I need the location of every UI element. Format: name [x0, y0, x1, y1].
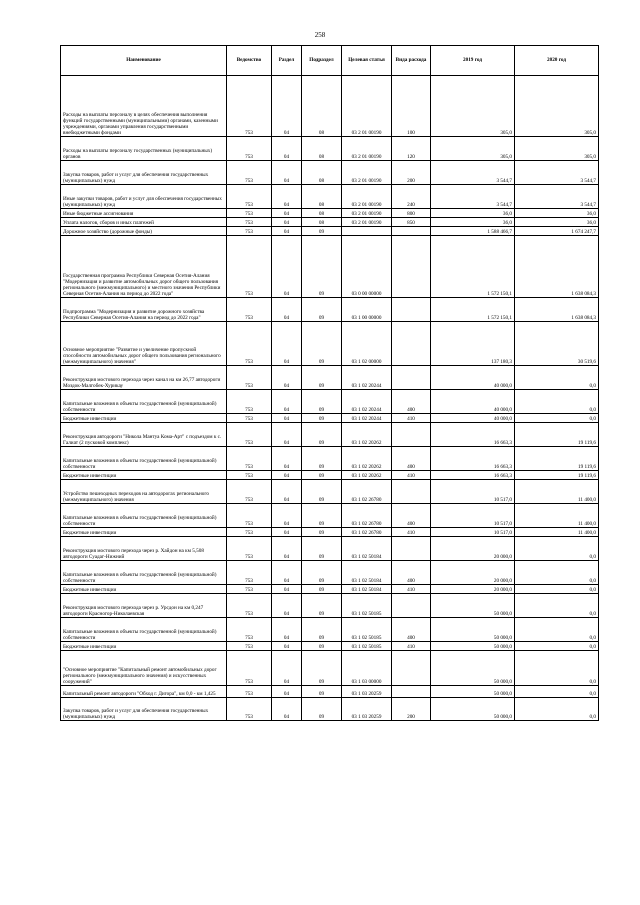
cell-podrazdel: 09 [302, 236, 342, 298]
table-row [61, 227, 599, 236]
cell-name: Капитальный ремонт автодороги "Обход г. Дигора", км 0,0 - км 1,425 [61, 686, 227, 698]
header-row [61, 46, 599, 76]
table-row [61, 504, 599, 528]
table-row [61, 423, 599, 447]
table-row [61, 76, 599, 137]
cell-vid-rashoda: 400 [392, 447, 431, 471]
cell-razdel: 04 [272, 504, 302, 528]
cell-podrazdel: 09 [302, 585, 342, 594]
cell-razdel: 04 [272, 185, 302, 209]
cell-celevaya-statya: 03 0 00 00000 [342, 236, 392, 298]
cell-razdel: 04 [272, 480, 302, 504]
table-row [61, 414, 599, 423]
cell-2019: 1 588 466,7 [431, 227, 515, 236]
cell-2020: 0,0 [515, 366, 599, 390]
cell-2020: 1 638 084,3 [515, 236, 599, 298]
cell-vedomstvo: 753 [227, 414, 272, 423]
cell-vid-rashoda: 800 [392, 209, 431, 218]
cell-razdel: 04 [272, 76, 302, 137]
cell-celevaya-statya: 03 1 02 26780 [342, 480, 392, 504]
cell-2020: 0,0 [515, 414, 599, 423]
cell-podrazdel: 08 [302, 137, 342, 161]
table-row [61, 218, 599, 227]
cell-vedomstvo: 753 [227, 585, 272, 594]
cell-razdel: 04 [272, 390, 302, 414]
cell-2020: 30 519,6 [515, 322, 599, 366]
cell-2019: 36,0 [431, 209, 515, 218]
cell-podrazdel: 09 [302, 528, 342, 537]
cell-vedomstvo: 753 [227, 642, 272, 651]
cell-vid-rashoda [392, 480, 431, 504]
cell-razdel: 04 [272, 651, 302, 686]
cell-name: Дорожное хозяйство (дорожные фонды) [61, 227, 227, 236]
cell-name: Бюджетные инвестиции [61, 414, 227, 423]
cell-podrazdel: 09 [302, 390, 342, 414]
cell-2020: 11 400,0 [515, 528, 599, 537]
cell-celevaya-statya: 03 2 01 00190 [342, 209, 392, 218]
cell-vid-rashoda [392, 651, 431, 686]
cell-celevaya-statya: 03 1 02 50185 [342, 594, 392, 618]
cell-celevaya-statya: 03 1 02 26780 [342, 504, 392, 528]
cell-name: Капитальные вложения в объекты государственной (муниципальной) собственности [61, 447, 227, 471]
cell-2020: 0,0 [515, 537, 599, 561]
cell-celevaya-statya: 03 1 03 20259 [342, 686, 392, 698]
cell-2020: 0,0 [515, 686, 599, 698]
col-header-name: Наименование [61, 46, 227, 76]
budget-table [60, 45, 599, 721]
table-row [61, 322, 599, 366]
cell-2020: 1 674 247,7 [515, 227, 599, 236]
table-row [61, 137, 599, 161]
cell-2019: 305,0 [431, 76, 515, 137]
cell-2020: 0,0 [515, 642, 599, 651]
cell-name: Бюджетные инвестиции [61, 528, 227, 537]
cell-razdel: 04 [272, 137, 302, 161]
cell-2019: 10 517,0 [431, 528, 515, 537]
cell-vid-rashoda [392, 236, 431, 298]
cell-celevaya-statya: 03 1 00 00000 [342, 298, 392, 322]
cell-vid-rashoda [392, 322, 431, 366]
cell-razdel: 04 [272, 594, 302, 618]
cell-vedomstvo: 753 [227, 227, 272, 236]
cell-celevaya-statya: 03 1 02 20262 [342, 471, 392, 480]
cell-celevaya-statya: 03 2 01 00190 [342, 137, 392, 161]
cell-2020: 0,0 [515, 594, 599, 618]
cell-name: Бюджетные инвестиции [61, 471, 227, 480]
cell-vid-rashoda: 410 [392, 414, 431, 423]
cell-vedomstvo: 753 [227, 528, 272, 537]
table-row [61, 537, 599, 561]
cell-celevaya-statya: 03 2 01 00190 [342, 161, 392, 185]
cell-podrazdel: 09 [302, 480, 342, 504]
cell-name: Закупка товаров, работ и услуг для обеспечения государственных (муниципальных) нужд [61, 161, 227, 185]
cell-vid-rashoda: 400 [392, 504, 431, 528]
cell-podrazdel: 09 [302, 651, 342, 686]
cell-2019: 3 544,7 [431, 185, 515, 209]
cell-podrazdel: 09 [302, 227, 342, 236]
table-row [61, 209, 599, 218]
cell-vid-rashoda [392, 594, 431, 618]
cell-razdel: 04 [272, 236, 302, 298]
cell-podrazdel: 08 [302, 209, 342, 218]
col-header-podrazdel: Подраздел [302, 46, 342, 76]
cell-vid-rashoda: 850 [392, 218, 431, 227]
table-row [61, 651, 599, 686]
table-row [61, 561, 599, 585]
cell-name: Капитальные вложения в объекты государственной (муниципальной) собственности [61, 618, 227, 642]
cell-2019: 137 180,3 [431, 322, 515, 366]
cell-razdel: 04 [272, 686, 302, 698]
cell-vedomstvo: 753 [227, 137, 272, 161]
cell-2019: 50 000,0 [431, 618, 515, 642]
cell-vedomstvo: 753 [227, 209, 272, 218]
cell-celevaya-statya: 03 2 01 00190 [342, 185, 392, 209]
cell-podrazdel: 09 [302, 561, 342, 585]
cell-vedomstvo: 753 [227, 76, 272, 137]
cell-2019: 40 000,0 [431, 390, 515, 414]
cell-vedomstvo: 753 [227, 504, 272, 528]
cell-2019: 40 000,0 [431, 366, 515, 390]
cell-podrazdel: 09 [302, 471, 342, 480]
cell-razdel: 04 [272, 209, 302, 218]
cell-vid-rashoda [392, 366, 431, 390]
cell-2019: 50 000,0 [431, 651, 515, 686]
cell-name: Расходы на выплаты персоналу в целях обеспечения выполнения функций государственными (муниципальными) органами, казенными учреждениями, органами управления государственными внебюджетными фондами [61, 76, 227, 137]
cell-name: Реконструкция мостового перехода через р. Хайдон на км 5,508 автодороги Суадаг-Нижний [61, 537, 227, 561]
cell-vid-rashoda: 410 [392, 528, 431, 537]
cell-vid-rashoda [392, 537, 431, 561]
cell-celevaya-statya: 03 1 03 00000 [342, 651, 392, 686]
cell-razdel: 04 [272, 528, 302, 537]
table-row [61, 390, 599, 414]
cell-vedomstvo: 753 [227, 298, 272, 322]
cell-name: Реконструкция автодороги "Никола Мантуа Кома-Арт" с подъездом к с. Галиат (2 пусковой комплекс) [61, 423, 227, 447]
cell-name: Капитальные вложения в объекты государственной (муниципальной) собственности [61, 390, 227, 414]
cell-2019: 20 000,0 [431, 537, 515, 561]
cell-podrazdel: 09 [302, 537, 342, 561]
cell-vid-rashoda: 400 [392, 618, 431, 642]
cell-2019: 10 517,0 [431, 480, 515, 504]
cell-vedomstvo: 753 [227, 390, 272, 414]
cell-celevaya-statya: 03 1 02 20244 [342, 390, 392, 414]
cell-vedomstvo: 753 [227, 185, 272, 209]
cell-celevaya-statya: 03 2 01 00190 [342, 76, 392, 137]
cell-2019: 1 572 150,1 [431, 298, 515, 322]
page-number: 258 [314, 31, 326, 39]
cell-podrazdel: 09 [302, 423, 342, 447]
cell-celevaya-statya: 03 2 01 00190 [342, 218, 392, 227]
cell-podrazdel: 09 [302, 366, 342, 390]
cell-razdel: 04 [272, 161, 302, 185]
cell-celevaya-statya: 03 1 02 50184 [342, 561, 392, 585]
cell-vid-rashoda: 240 [392, 185, 431, 209]
cell-vedomstvo: 753 [227, 594, 272, 618]
cell-podrazdel: 09 [302, 642, 342, 651]
cell-vedomstvo: 753 [227, 537, 272, 561]
cell-razdel: 04 [272, 561, 302, 585]
cell-2020: 36,0 [515, 209, 599, 218]
table-row [61, 618, 599, 642]
cell-name: Устройство пешеходных переходов на автодорогах регионального (межмуниципального) значения [61, 480, 227, 504]
cell-celevaya-statya: 03 1 02 20244 [342, 366, 392, 390]
cell-name: Капитальные вложения в объекты государственной (муниципальной) собственности [61, 561, 227, 585]
cell-2020: 0,0 [515, 618, 599, 642]
cell-razdel: 04 [272, 414, 302, 423]
cell-vedomstvo: 753 [227, 218, 272, 227]
cell-name: Расходы на выплаты персоналу государственных (муниципальных) органов [61, 137, 227, 161]
cell-razdel: 04 [272, 447, 302, 471]
cell-2020: 0,0 [515, 390, 599, 414]
cell-2020: 3 544,7 [515, 161, 599, 185]
table-row [61, 236, 599, 298]
cell-name: Закупка товаров, работ и услуг для обеспечения государственных (муниципальных) нужд [61, 698, 227, 721]
cell-celevaya-statya: 03 1 02 50184 [342, 585, 392, 594]
cell-razdel: 04 [272, 585, 302, 594]
cell-name: Государственная программа Республики Северная Осетия-Алания "Модернизация и развитие автомобильных дорог общего пользования регионального (межмуниципального) и местного значения Республики Северная Осетия-Алания на период до 2022 года" [61, 236, 227, 298]
cell-name: Капитальные вложения в объекты государственной (муниципальной) собственности [61, 504, 227, 528]
cell-name: Реконструкция мостового перехода через канал на км 26,77 автодороги Моздок-Малгобек-Хурикау [61, 366, 227, 390]
cell-2020: 0,0 [515, 561, 599, 585]
cell-2020: 0,0 [515, 585, 599, 594]
table-row [61, 185, 599, 209]
cell-2019: 3 544,7 [431, 161, 515, 185]
cell-celevaya-statya [342, 227, 392, 236]
cell-name: Иные закупки товаров, работ и услуг для обеспечения государственных (муниципальных) нужд [61, 185, 227, 209]
cell-vid-rashoda: 410 [392, 471, 431, 480]
cell-2020: 305,0 [515, 76, 599, 137]
cell-celevaya-statya: 03 1 02 26780 [342, 528, 392, 537]
cell-2020: 3 544,7 [515, 185, 599, 209]
cell-vid-rashoda: 100 [392, 76, 431, 137]
cell-podrazdel: 09 [302, 447, 342, 471]
cell-podrazdel: 08 [302, 76, 342, 137]
cell-vedomstvo: 753 [227, 423, 272, 447]
cell-2020: 19 119,6 [515, 423, 599, 447]
cell-celevaya-statya: 03 1 02 20262 [342, 447, 392, 471]
cell-2019: 16 663,3 [431, 423, 515, 447]
cell-razdel: 04 [272, 698, 302, 721]
cell-vid-rashoda [392, 227, 431, 236]
cell-razdel: 04 [272, 423, 302, 447]
cell-vid-rashoda: 400 [392, 561, 431, 585]
cell-2019: 10 517,0 [431, 504, 515, 528]
cell-name: Бюджетные инвестиции [61, 642, 227, 651]
cell-2019: 50 000,0 [431, 698, 515, 721]
cell-podrazdel: 09 [302, 594, 342, 618]
cell-podrazdel: 09 [302, 618, 342, 642]
cell-vid-rashoda: 410 [392, 585, 431, 594]
cell-vid-rashoda: 400 [392, 390, 431, 414]
cell-2020: 1 638 084,3 [515, 298, 599, 322]
cell-podrazdel: 09 [302, 298, 342, 322]
cell-2019: 20 000,0 [431, 585, 515, 594]
cell-vedomstvo: 753 [227, 698, 272, 721]
col-header-vid-rashoda: Вида расхода [392, 46, 431, 76]
cell-podrazdel: 09 [302, 686, 342, 698]
cell-name: Иные бюджетные ассигнования [61, 209, 227, 218]
cell-razdel: 04 [272, 642, 302, 651]
cell-2020: 0,0 [515, 651, 599, 686]
table-row [61, 471, 599, 480]
cell-vedomstvo: 753 [227, 236, 272, 298]
cell-podrazdel: 08 [302, 218, 342, 227]
cell-podrazdel: 09 [302, 504, 342, 528]
cell-podrazdel: 08 [302, 161, 342, 185]
cell-vid-rashoda [392, 423, 431, 447]
cell-2019: 50 000,0 [431, 594, 515, 618]
table-row [61, 161, 599, 185]
cell-podrazdel: 09 [302, 322, 342, 366]
cell-celevaya-statya: 03 1 02 20244 [342, 414, 392, 423]
cell-vid-rashoda: 410 [392, 642, 431, 651]
table-body [61, 76, 599, 721]
cell-razdel: 04 [272, 537, 302, 561]
cell-razdel: 04 [272, 322, 302, 366]
cell-2020: 36,0 [515, 218, 599, 227]
col-header-celevaya-statya: Целевая статья [342, 46, 392, 76]
cell-vedomstvo: 753 [227, 161, 272, 185]
cell-vedomstvo: 753 [227, 618, 272, 642]
table-row [61, 447, 599, 471]
cell-celevaya-statya: 03 1 02 50185 [342, 618, 392, 642]
cell-2019: 1 572 150,1 [431, 236, 515, 298]
cell-razdel: 04 [272, 618, 302, 642]
cell-vedomstvo: 753 [227, 686, 272, 698]
cell-vedomstvo: 753 [227, 651, 272, 686]
cell-name: "Основное мероприятие "Капитальный ремонт автомобильных дорог регионального (межмуниципального значения) и искусственных сооружений" [61, 651, 227, 686]
cell-vedomstvo: 753 [227, 561, 272, 585]
cell-2019: 40 000,0 [431, 414, 515, 423]
cell-2019: 16 663,3 [431, 447, 515, 471]
cell-vedomstvo: 753 [227, 447, 272, 471]
cell-vid-rashoda: 120 [392, 137, 431, 161]
table-row [61, 642, 599, 651]
cell-celevaya-statya: 03 1 03 20259 [342, 698, 392, 721]
cell-vid-rashoda [392, 298, 431, 322]
col-header-vedomstvo: Ведомство [227, 46, 272, 76]
cell-vid-rashoda: 200 [392, 161, 431, 185]
cell-celevaya-statya: 03 1 02 00000 [342, 322, 392, 366]
cell-razdel: 04 [272, 218, 302, 227]
cell-2019: 50 000,0 [431, 686, 515, 698]
cell-podrazdel: 09 [302, 414, 342, 423]
cell-vedomstvo: 753 [227, 322, 272, 366]
cell-2019: 20 000,0 [431, 561, 515, 585]
table-row [61, 528, 599, 537]
cell-2020: 19 119,6 [515, 447, 599, 471]
cell-vid-rashoda [392, 686, 431, 698]
cell-celevaya-statya: 03 1 02 50184 [342, 537, 392, 561]
cell-2019: 36,0 [431, 218, 515, 227]
table-row [61, 585, 599, 594]
table-row [61, 686, 599, 698]
table-row [61, 298, 599, 322]
cell-vedomstvo: 753 [227, 480, 272, 504]
cell-2019: 50 000,0 [431, 642, 515, 651]
cell-name: Уплата налогов, сборов и иных платежей [61, 218, 227, 227]
col-header-2020: 2020 год [515, 46, 599, 76]
table-row [61, 480, 599, 504]
cell-name: Бюджетные инвестиции [61, 585, 227, 594]
cell-razdel: 04 [272, 227, 302, 236]
cell-vid-rashoda: 200 [392, 698, 431, 721]
col-header-2019: 2019 год [431, 46, 515, 76]
cell-2020: 305,0 [515, 137, 599, 161]
cell-2020: 11 400,0 [515, 504, 599, 528]
cell-2019: 305,0 [431, 137, 515, 161]
cell-2020: 0,0 [515, 698, 599, 721]
cell-celevaya-statya: 03 1 02 20262 [342, 423, 392, 447]
cell-2020: 11 400,0 [515, 480, 599, 504]
cell-name: Основное мероприятие "Развитие и увеличение пропускной способности автомобильных дорог общего пользования регионального (межмуниципального) значения" [61, 322, 227, 366]
cell-celevaya-statya: 03 1 02 50185 [342, 642, 392, 651]
cell-razdel: 04 [272, 471, 302, 480]
cell-podrazdel: 09 [302, 698, 342, 721]
cell-2019: 16 663,3 [431, 471, 515, 480]
table-row [61, 594, 599, 618]
table-row [61, 698, 599, 721]
table-row [61, 366, 599, 390]
cell-name: Реконструкция мостового перехода через р. Урсдон на км 0,247 автодороги Красногор-Николаевская [61, 594, 227, 618]
col-header-razdel: Раздел [272, 46, 302, 76]
cell-podrazdel: 08 [302, 185, 342, 209]
cell-name: Подпрограмма "Модернизация и развитие дорожного хозяйства Республики Северная Осетия-Алания на период до 2022 года" [61, 298, 227, 322]
cell-2020: 19 119,6 [515, 471, 599, 480]
cell-vedomstvo: 753 [227, 366, 272, 390]
cell-vedomstvo: 753 [227, 471, 272, 480]
cell-razdel: 04 [272, 366, 302, 390]
cell-razdel: 04 [272, 298, 302, 322]
